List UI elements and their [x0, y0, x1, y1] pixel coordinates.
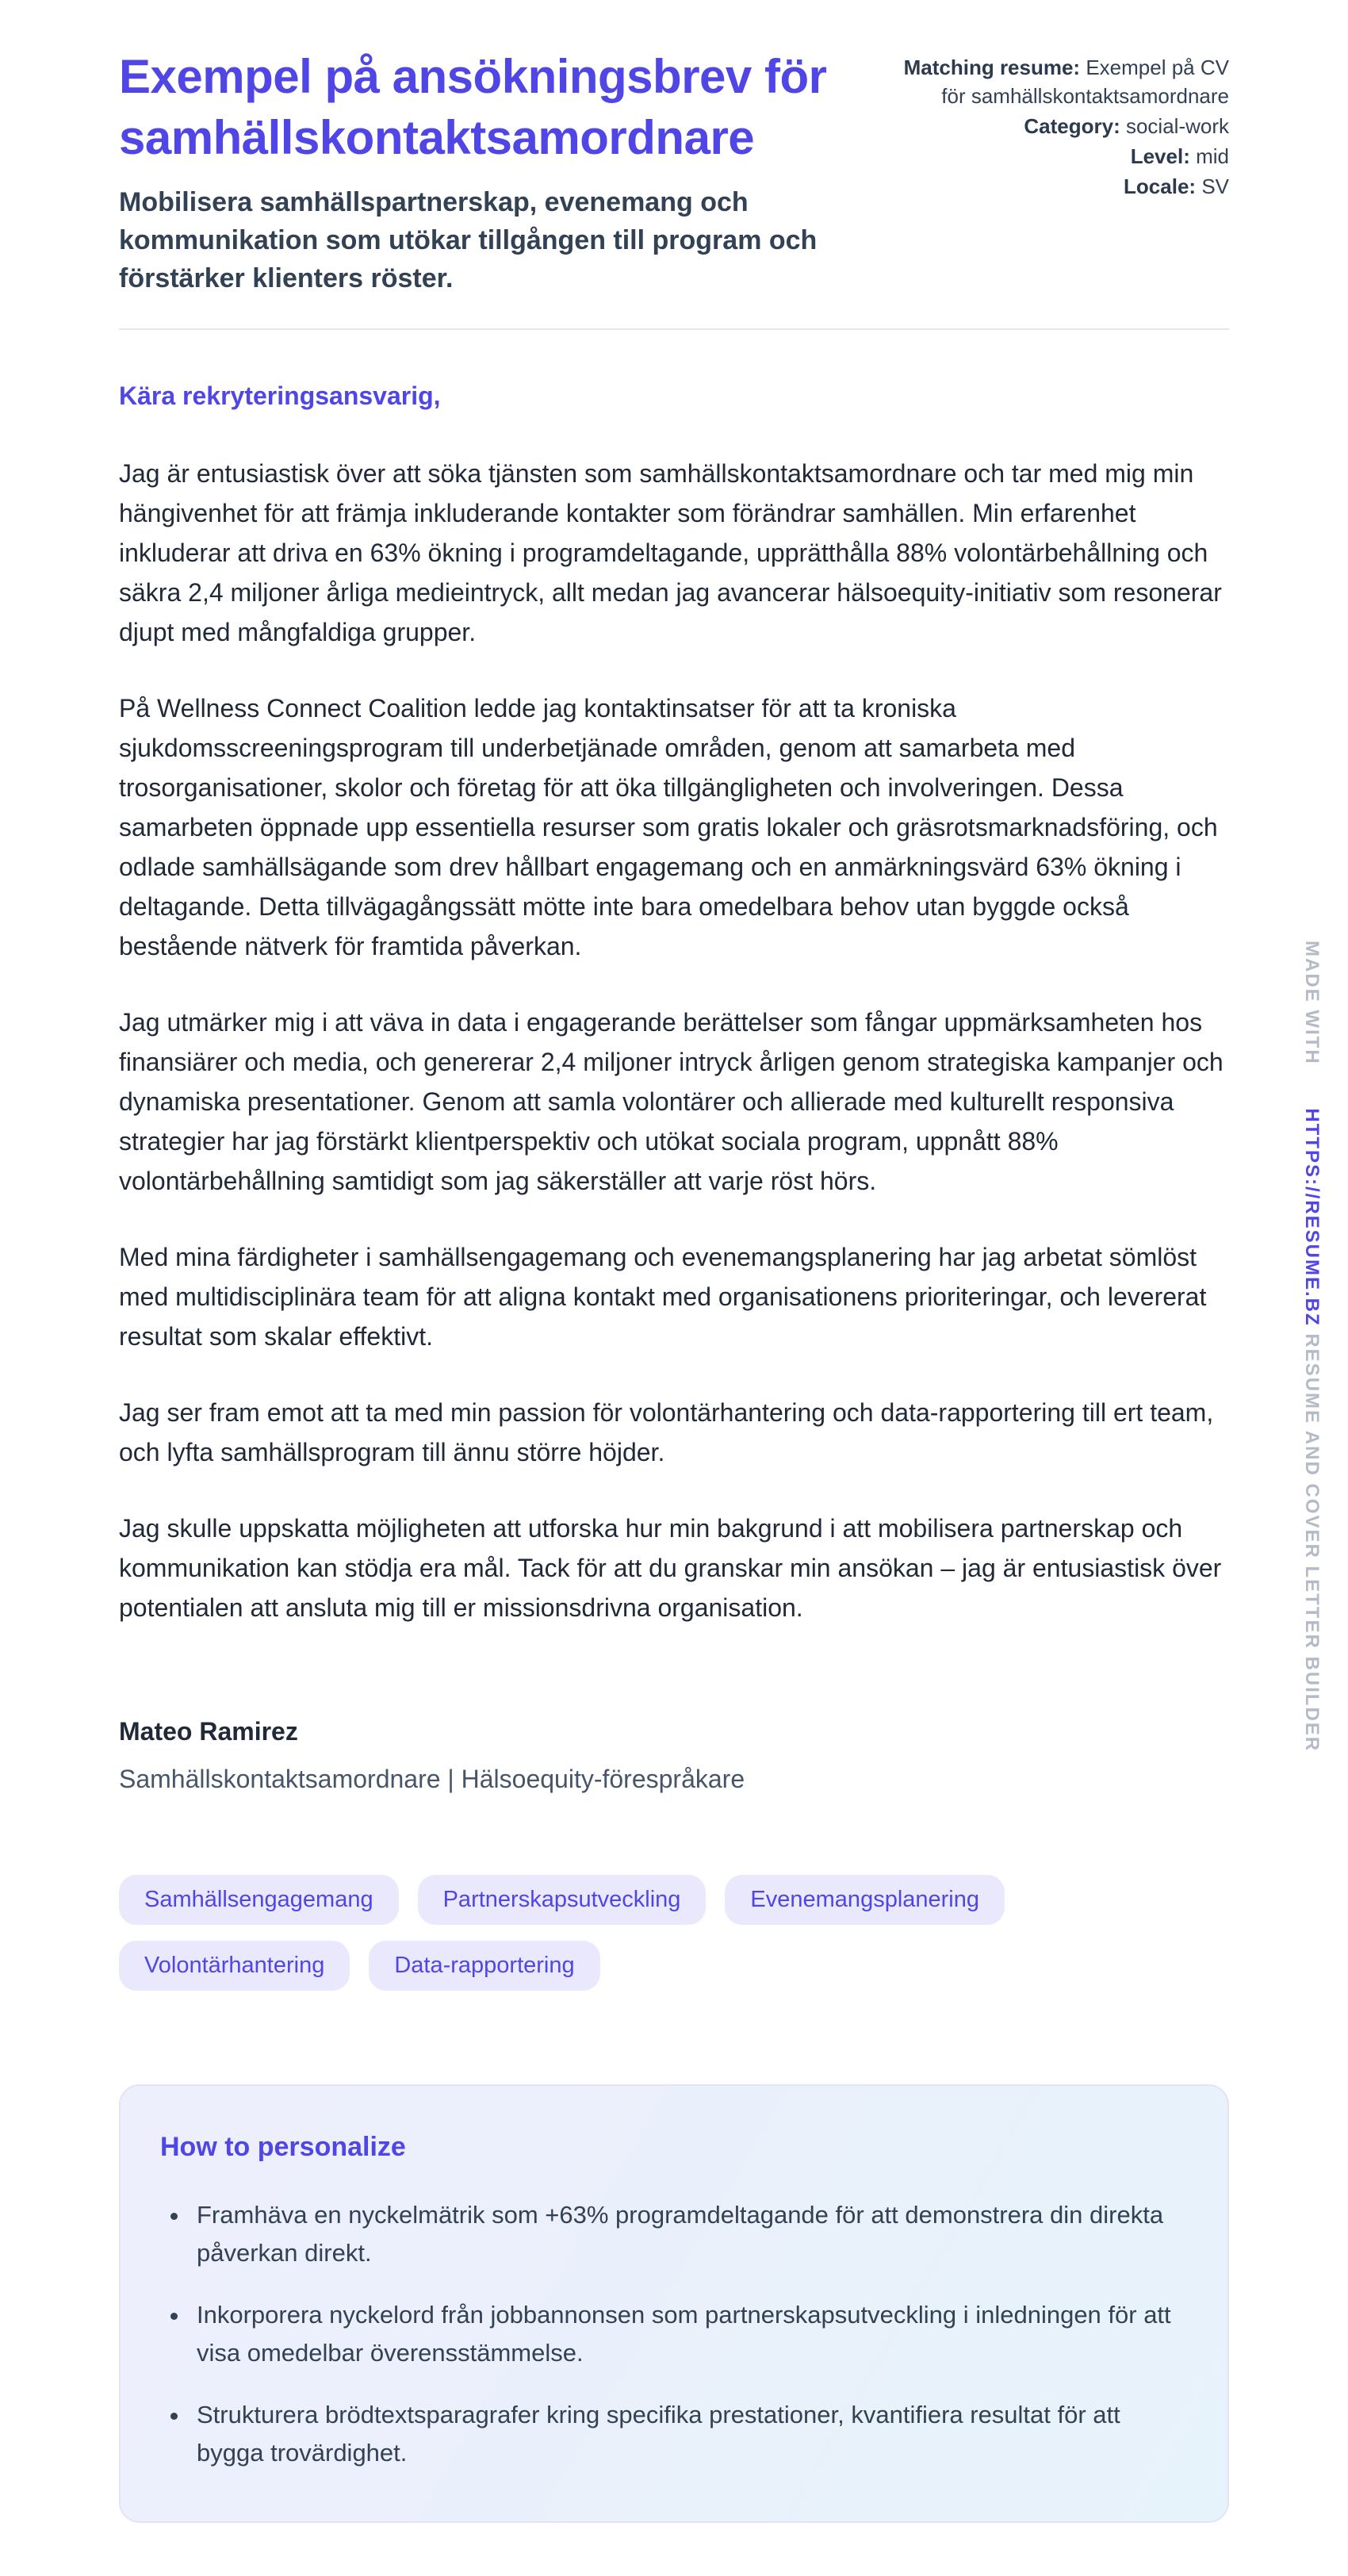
tip-item: • Framhäva en nyckelmätrik som +63% programdeltagande för att demonstrera din direkta påverkan direkt. — [190, 2196, 1183, 2272]
tip-item: • Strukturera brödtextsparagrafer kring specifika prestationer, kvantifiera resultat för att bygga trovärdighet. — [190, 2396, 1183, 2472]
meta-label: Matching resume: — [903, 56, 1081, 79]
meta-category — [902, 113, 1229, 141]
tips-title: How to personalize — [160, 2131, 406, 2162]
meta-level — [902, 143, 1229, 171]
page-subtitle: Mobilisera samhällspartnerskap, evenemang och kommunikation som utökar tillgången till program och förstärker klienters röster. — [119, 186, 818, 294]
watermark — [1300, 941, 1323, 1752]
skill-tag: Samhällsengagemang — [119, 1875, 399, 1925]
skill-tag: Volontärhantering — [119, 1941, 350, 1991]
header-divider — [119, 328, 1229, 330]
letter-greeting: Kära rekryteringsansvarig, — [119, 381, 441, 410]
skill-tags — [119, 1875, 1229, 1991]
skill-tag: Data-rapportering — [369, 1941, 599, 1991]
meta-value: SV — [1201, 174, 1229, 198]
watermark-made-with: MADE WITH — [1301, 941, 1323, 1065]
meta-label: Level: — [1130, 144, 1190, 168]
resume-bz-link[interactable]: HTTPS://RESUME.BZ — [1301, 1108, 1323, 1327]
header — [119, 46, 1229, 298]
letter-paragraph: Med mina färdigheter i samhällsengagemang och evenemangsplanering har jag arbetat sömlöst med multidisciplinära team för att aligna kontakt med organisationens prioriteringar, och levererat resultat som skalar effektivt. — [119, 1242, 1207, 1351]
meta-value: mid — [1196, 144, 1229, 168]
header-titles — [119, 46, 864, 298]
letter-paragraph: Jag är entusiastisk över att söka tjänsten som samhällskontaktsamordnare och tar med mig min hängivenhet för att främja inkluderande kontakter som förändrar samhällen. Min erfarenhet inkluderar att driva en 63% ökning i programdeltagande, upprätthålla 88% volontärbehållning och säkra 2,4 miljoner årliga medieintryck, allt medan jag avancerar hälsoequity-initiativ som resonerar djupt med mångfaldiga grupper. — [119, 458, 1222, 646]
header-meta — [902, 46, 1229, 202]
page-title: Exempel på ansökningsbrev för samhällskontaktsamordnare — [119, 50, 827, 165]
meta-matching-resume — [902, 54, 1229, 111]
meta-value: social-work — [1125, 113, 1229, 138]
letter-paragraph: Jag ser fram emot att ta med min passion för volontärhantering och data-rapportering till ert team, och lyfta samhällsprogram till ännu större höjder. — [119, 1397, 1214, 1466]
skill-tag: Evenemangsplanering — [725, 1875, 1005, 1925]
meta-locale — [902, 173, 1229, 201]
letter-paragraph: Jag skulle uppskatta möjligheten att utforska hur min bakgrund i att mobilisera partnerskap och kommunikation kan stödja era mål. Tack för att du granskar min ansökan – jag är entusiastisk över potentialen att ansluta mig till er missionsdrivna organisation. — [119, 1513, 1222, 1622]
signature-role: Samhällskontaktsamordnare | Hälsoequity-förespråkare — [119, 1764, 745, 1793]
tip-item: • Inkorporera nyckelord från jobbannonsen som partnerskapsutveckling i inledningen för att visa omedelbar överensstämmelse. — [190, 2296, 1183, 2372]
tips-list — [160, 2196, 1183, 2472]
meta-value: Exempel på CV för samhällskontaktsamordnare — [941, 56, 1229, 108]
signature-name: Mateo Ramirez — [119, 1716, 298, 1746]
how-to-personalize-card — [119, 2084, 1229, 2523]
skill-tag: Partnerskapsutveckling — [418, 1875, 707, 1925]
letter-paragraph: Jag utmärker mig i att väva in data i engagerande berättelser som fångar uppmärksamheten hos finansiärer och media, och genererar 2,4 miljoner intryck årligen genom strategiska kampanjer och dynamiska presentationer. Genom att samla volontärer och allierade med kulturellt responsiva strategier har jag förstärkt klientperspektiv och utökat sociala program, uppnått 88% volontärbehållning samtidigt som jag säkerställer att varje röst hörs. — [119, 1007, 1224, 1195]
meta-label: Category: — [1024, 113, 1120, 138]
meta-label: Locale: — [1124, 174, 1197, 198]
cover-letter-body — [119, 376, 1229, 1799]
letter-paragraph: På Wellness Connect Coalition ledde jag kontaktinsatser för att ta kroniska sjukdomsscreeningsprogram till underbetjänade områden, genom att samarbeta med trosorganisationer, skolor och företag för att öka tillgängligheten och involveringen. Dessa samarbeten öppnade upp essentiella resurser som gratis lokaler och gräsrotsmarknadsföring, och odlade samhällsägande som drev hållbart engagemang och en anmärkningsvärd 63% ökning i deltagande. Detta tillvägagångssätt mötte inte bara omedelbara behov utan byggde också bestående nätverk för framtida påverkan. — [119, 693, 1218, 960]
watermark-builder-text: RESUME AND COVER LETTER BUILDER — [1301, 1333, 1323, 1753]
